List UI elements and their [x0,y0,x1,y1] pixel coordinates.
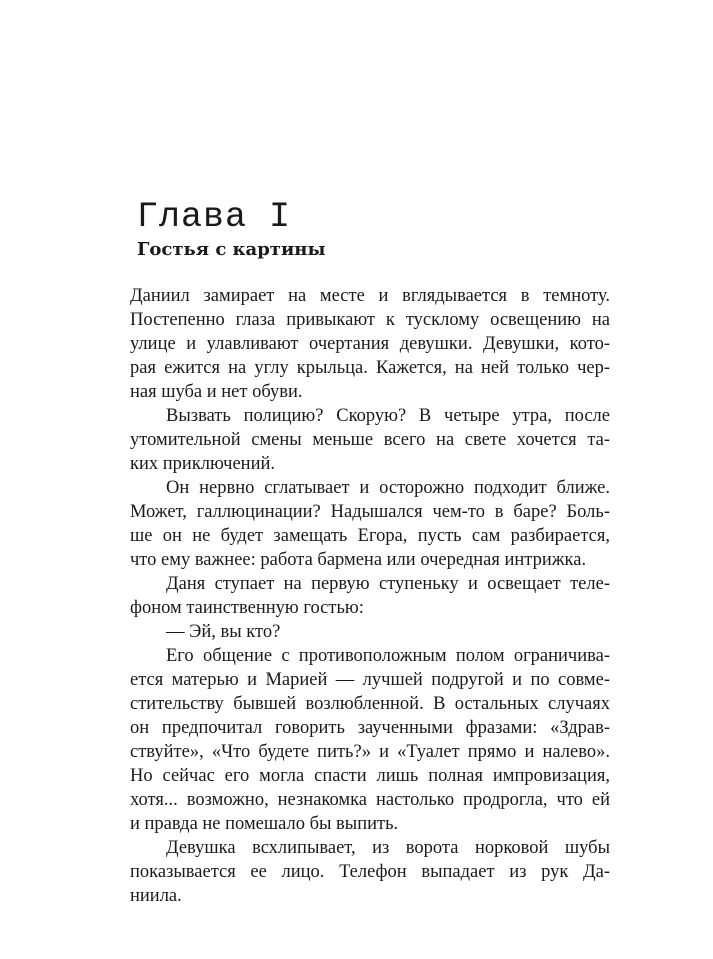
text-line: Может, галлюцинации? Надышался чем-то в баре? Боль- [130,502,610,522]
text-line: он предпочитал говорить заученными фразами: «Здрав- [130,718,610,738]
paragraph [130,284,610,404]
text-line: Даниил замирает на месте и вглядывается в темноту. [130,286,610,306]
text-line: хотя... возможно, незнакомка настолько продрогла, что ей [130,790,610,810]
text-line: улице и улавливают очертания девушки. Девушки, кото- [130,334,610,354]
text-line: рая ежится на углу крыльца. Кажется, на ней только чер- [130,358,610,378]
text-line: Он нервно сглатывает и осторожно подходит ближе. [166,478,610,498]
text-line: ствуйте», «Что будете пить?» и «Туалет прямо и налево». [130,742,610,762]
paragraph [130,404,610,476]
paragraph [130,476,610,572]
text-line: ется матерью и Марией — лучшей подругой и по совме- [130,670,610,690]
text-line: Его общение с противоположным полом ограничива- [166,646,610,666]
text-line: что ему важнее: работа бармена или очередная интрижка. [130,550,587,570]
text-line: Девушка всхлипывает, из ворота норковой шубы [166,838,610,858]
chapter-title: Глава I [137,197,292,237]
text-line: показывается ее лицо. Телефон выпадает из рук Да- [130,862,610,882]
text-line: Даня ступает на первую ступеньку и освещает теле- [166,574,610,594]
paragraph [130,644,610,836]
text-line: Вызвать полицию? Скорую? В четыре утра, после [166,406,610,426]
paragraph [130,572,610,620]
text-line: и правда не помешало бы выпить. [130,814,399,834]
body-text [130,284,610,908]
text-line: ниила. [130,886,182,906]
text-line: ная шуба и нет обуви. [130,382,303,402]
chapter-subtitle: Гостья с картины [137,239,326,260]
text-line: фоном таинственную гостью: [130,598,364,618]
text-line: утомительной смены меньше всего на свете хочется та- [130,430,610,450]
text-line: стительству бывшей возлюбленной. В остальных случаях [130,694,610,714]
text-line: ких приключений. [130,454,275,474]
paragraph [130,836,610,908]
text-line: — Эй, вы кто? [166,622,281,642]
text-line: ше он не будет замещать Егора, пусть сам разбирается, [130,526,610,546]
text-line: Постепенно глаза привыкают к тусклому освещению на [130,310,610,330]
text-line: Но сейчас его могла спасти лишь полная импровизация, [130,766,610,786]
dialogue-line [130,620,610,644]
